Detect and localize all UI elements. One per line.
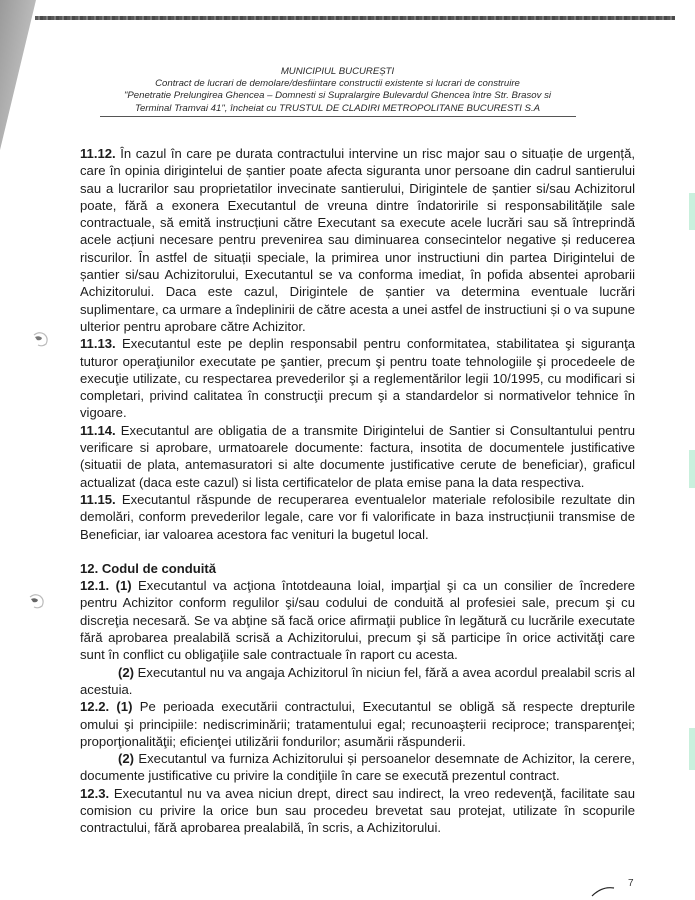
clause-text: Executantul va acţiona întotdeauna loial, imparţial şi ca un consilier de încredere pentru Achizitor conform regulilor şi/sau codului de conduită al profesiei sale, precum şi cu discreţia necesară. Se va abţine să facă orice afirmaţii publice în legătură cu lucrările executate fără aprobarea prealabilă scrisă a Achizitorului, precum şi să participe în orice activităţi care sunt în conflict cu obligaţiile sale contractuale în raport cu acesta. [80,578,635,663]
clause-11-15 [80,491,635,543]
clause-number: 11.13. [80,336,116,352]
clause-12-2-2 [80,750,635,785]
header-contractor: Terminal Tramvai 41", încheiat cu TRUSTUL DE CLADIRI METROPOLITANE BUCURESTI S.A [134,102,541,114]
clause-12-1-1 [80,577,635,663]
header-municipality: MUNICIPIUL BUCUREȘTI [280,66,395,77]
page-edge-tab [689,728,695,770]
clause-11-12 [80,145,635,335]
subclause-number: (2) [118,751,135,767]
clause-11-14 [80,422,635,491]
clause-text: Executantul va furniza Achizitorului și persoanelor desemnate de Achizitor, la cerere, documente justificative cu privire la condiţiile în care se execută prezentul contract. [80,751,635,784]
clause-number: 11.12. [80,146,116,161]
clause-text: Executantul răspunde de recuperarea eventualelor materiale refolosibile rezultate din demolări, conform prevederilor legale, care vor fi valorificate in baza instrucțiunii transmise de Beneficiar, iar valoarea acestora fac venituri la bugetul local. [80,491,635,542]
clause-text: Executantul nu va angaja Achizitorul în niciun fel, fără a avea acordul prealabil scris al acestuia. [80,664,635,697]
clause-12-3 [80,785,635,837]
clause-number: 11.15. [80,491,116,507]
binder-hole-mark-icon [30,330,52,348]
document-body [80,145,635,837]
clause-12-1-2 [80,664,635,699]
clause-number: 12.3. [80,785,110,801]
clause-number: 11.14. [80,422,116,438]
clause-text: Executantul nu va avea niciun drept, direct sau indirect, la vreo redevenţă, facilitate sau comision cu privire la orice bun sau procedeu brevetat sau protejat, utilizate în scopurile contractului, fără aprobarea prealabilă, în scris, a Achizitorului. [80,785,635,836]
clause-number: 12.2. [80,699,110,715]
clause-12-2-1 [80,698,635,750]
binder-hole-mark-icon [26,592,48,610]
clause-text: Executantul este pe deplin responsabil pentru conformitatea, stabilitatea şi siguranţa tuturor operaţiunilor executate pe şantier, precum şi pentru toate tehnologiile şi procedeele de execuţie utilizate, cu respectarea prevederilor şi a reglementărilor legii 10/1995, cu modificari si completari, privind calitatea în construcţii precum şi a standardelor si normativelor tehnice în vigoare. [80,336,635,421]
document-header [100,66,575,115]
header-divider [100,116,576,117]
header-contract-title: Contract de lucrari de demolare/desfiintare constructii existente si lucrari de construire [155,78,520,90]
scan-top-edge-bar [35,16,675,20]
subclause-number: (1) [109,699,133,715]
clause-number: 12.1. [80,578,110,594]
page-edge-tab [689,193,695,230]
subclause-number: (2) [118,664,135,680]
header-project-name: "Penetratie Prelungirea Ghencea – Domnesti si Supralargire Bulevardul Ghencea între Str. Brasov si [124,90,551,102]
clause-text: În cazul în care pe durata contractului intervine un risc major sau o situație de urgență, care în opinia dirigintelui de șantier poate afecta siguranta unor persoane din cadrul santierului sau a lucrarilor sau proprietatilor invecinate santierului, Dirigintele de șantier si/sau Achizitorul poate, fără a exonera Executantul de vreuna dintre îndatoririle si responsabilitățile sale contractuale, să emită instrucțiuni către Executant sa execute acele lucrări sau să întreprindă acele acțiuni necesare pentru prevenirea sau diminuarea consecintelor negative și reducerea riscurilor. În astfel de situații speciale, la primirea unor instructiuni din partea Dirigintelui de șantier si/sau Achizitorului, Executantul se va conforma imediat, în pofida absentei aprobarii Achizitorului. Daca este cazul, Dirigintele de șantier va determina eventuale lucrări suplimentare, ca urmare a îndeplinirii de către acesta a unei astfel de instructiuni și o va supune ulterior pentru aprobare către Achizitor. [80,146,635,334]
page-edge-tab [689,450,695,488]
scan-page-fold-shadow [0,0,36,150]
page-number: 7 [628,878,634,889]
clause-text: Pe perioada executării contractului, Executantul se obligă să respecte drepturile omului şi principiile: nediscriminării; tratamentului egal; recunoaşterii reciproce; transparenţei; proporţionalităţii; eficienţei utilizării fondurilor; asumării răspunderii. [80,699,636,749]
clause-11-13 [80,335,635,421]
handwritten-initial-mark-icon [590,878,626,898]
section-12-title: 12. Codul de conduită [80,560,217,576]
subclause-number: (1) [109,578,132,594]
clause-text: Executantul are obligatia de a transmite Dirigintelui de Santier si Consultantului pentru verificare si aprobare, urmatoarele documente: factura, insotita de documentele justificative (situatii de plata, antemasuratori si alte documente justificative cerute de beneficiar), graficul actualizat (daca este cazul) si lista certificatelor de plata emise pana la data respectiva. [80,422,635,490]
